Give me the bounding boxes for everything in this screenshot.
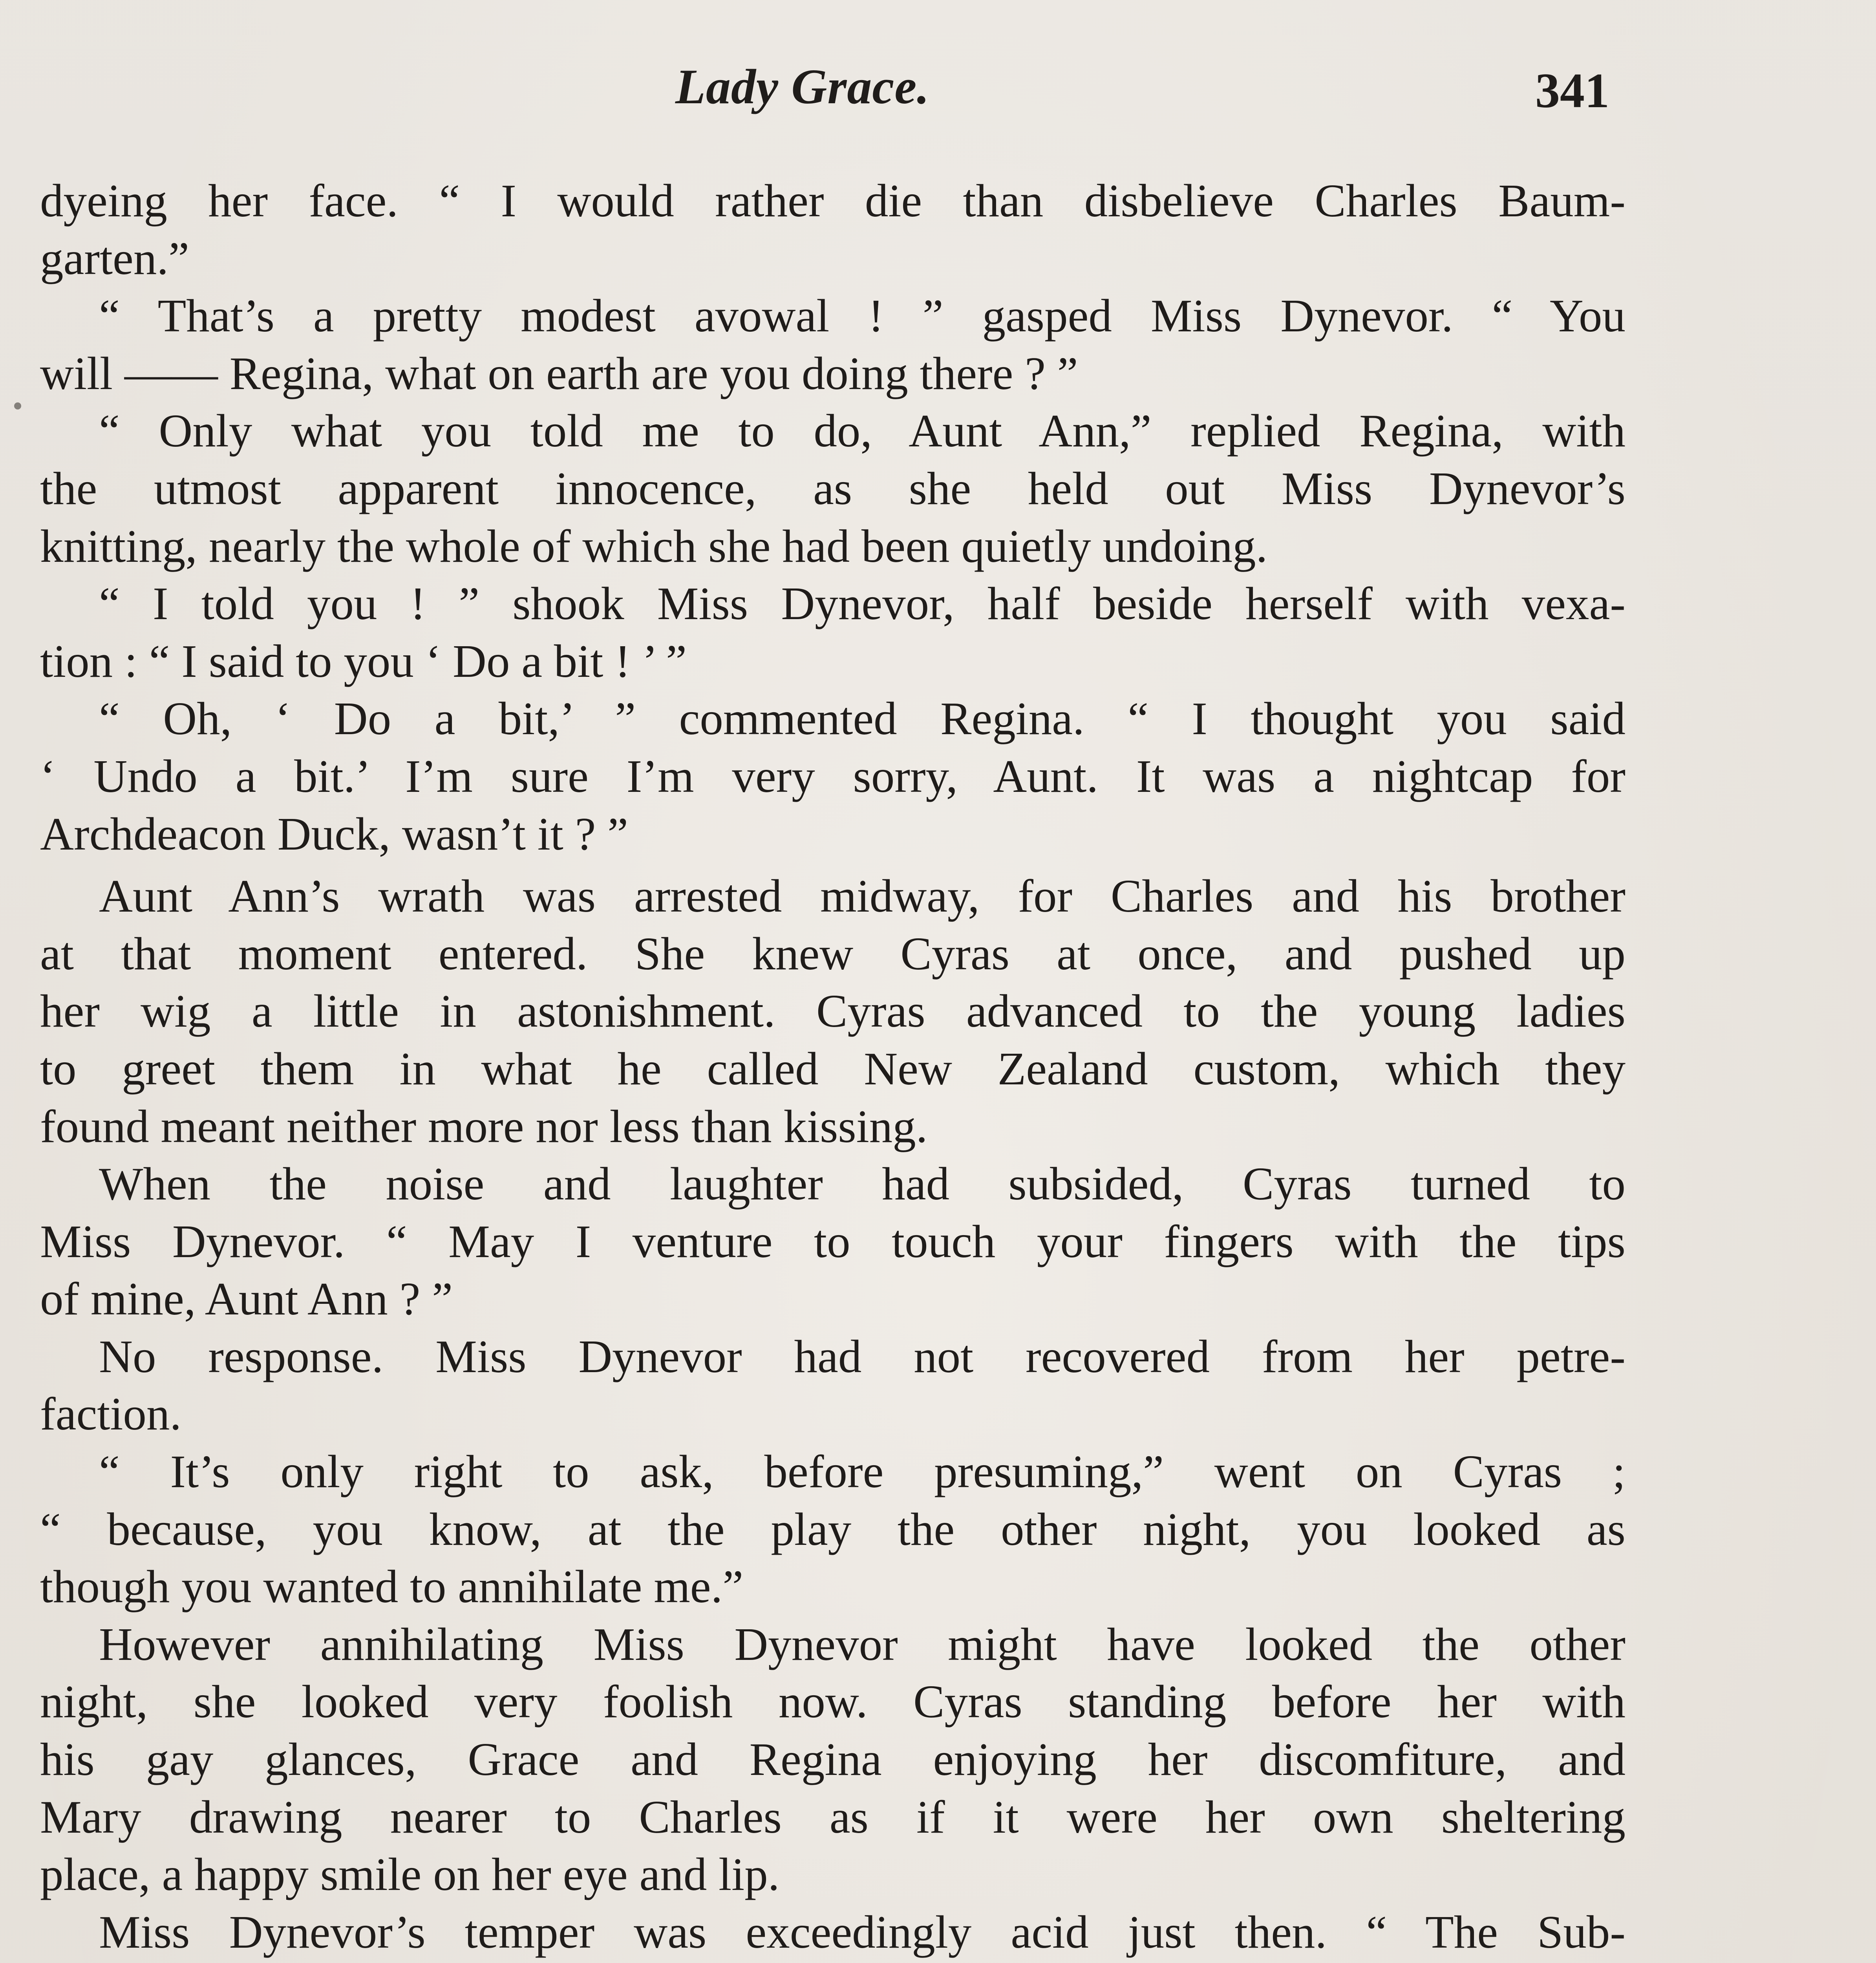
- text-line: When the noise and laughter had subsided, Cyras turned to: [99, 1158, 1626, 1210]
- text-line: Archdeacon Duck, wasn’t it ? ”: [40, 808, 628, 860]
- text-line: knitting, nearly the whole of which she had been quietly undoing.: [40, 520, 1268, 572]
- text-line: “ It’s only right to ask, before presuming,” went on Cyras ;: [99, 1446, 1626, 1498]
- text-line: Miss Dynevor. “ May I venture to touch your fingers with the tips: [40, 1215, 1626, 1267]
- text-line: to greet them in what he called New Zealand custom, which they: [40, 1042, 1626, 1095]
- text-line: dyeing her face. “ I would rather die than disbelieve Charles Baum-: [40, 175, 1626, 227]
- text-line: will —— Regina, what on earth are you doing there ? ”: [40, 347, 1078, 399]
- paragraph-gap: [40, 863, 1626, 867]
- text-line: tion : “ I said to you ‘ Do a bit ! ’ ”: [40, 635, 687, 687]
- body-text: [40, 172, 1626, 1963]
- text-line: the utmost apparent innocence, as she held out Miss Dynevor’s: [40, 462, 1626, 514]
- margin-speck: [14, 402, 21, 409]
- text-line: of mine, Aunt Ann ? ”: [40, 1273, 453, 1325]
- text-line: though you wanted to annihilate me.”: [40, 1561, 744, 1613]
- text-line: ‘ Undo a bit.’ I’m sure I’m very sorry, Aunt. It was a nightcap for: [40, 750, 1626, 802]
- text-line: garten.”: [40, 232, 189, 284]
- running-header: [0, 59, 1876, 130]
- text-line: “ Only what you told me to do, Aunt Ann,” replied Regina, with: [99, 405, 1626, 457]
- text-line: Aunt Ann’s wrath was arrested midway, for Charles and his brother: [99, 870, 1626, 922]
- text-line: faction.: [40, 1388, 182, 1440]
- text-line: [40, 1961, 1626, 1963]
- text-line: her wig a little in astonishment. Cyras advanced to the young ladies: [40, 985, 1626, 1037]
- text-line: No response. Miss Dynevor had not recovered from her petre-: [99, 1330, 1626, 1382]
- text-line: Miss Dynevor’s temper was exceedingly acid just then. “ The Sub-: [99, 1906, 1626, 1958]
- page-number: 341: [1535, 64, 1609, 118]
- text-line: night, she looked very foolish now. Cyras standing before her with: [40, 1676, 1626, 1728]
- text-line: “ because, you know, at the play the other night, you looked as: [40, 1503, 1626, 1555]
- text-line: Mary drawing nearer to Charles as if it were her own sheltering: [40, 1791, 1626, 1843]
- running-title: Lady Grace.: [675, 60, 930, 114]
- text-line: at that moment entered. She knew Cyras at once, and pushed up: [40, 927, 1626, 980]
- text-line: “ I told you ! ” shook Miss Dynevor, half beside herself with vexa-: [99, 578, 1626, 630]
- text-line: “ That’s a pretty modest avowal ! ” gasped Miss Dynevor. “ You: [99, 290, 1626, 342]
- text-line: found meant neither more nor less than kissing.: [40, 1100, 928, 1152]
- text-line: However annihilating Miss Dynevor might have looked the other: [99, 1618, 1626, 1670]
- text-line: place, a happy smile on her eye and lip.: [40, 1848, 780, 1901]
- text-line: “ Oh, ‘ Do a bit,’ ” commented Regina. “ I thought you said: [99, 693, 1626, 745]
- text-line: his gay glances, Grace and Regina enjoying her discomfiture, and: [40, 1733, 1626, 1786]
